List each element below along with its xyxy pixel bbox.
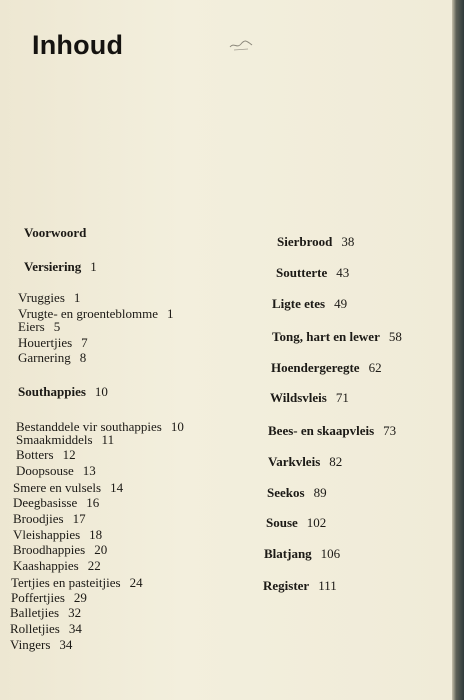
- toc-entry-page-number: 38: [341, 234, 355, 249]
- toc-entry: [11, 575, 143, 590]
- toc-entry-page-number: 1: [90, 259, 97, 274]
- toc-entry: [24, 259, 97, 274]
- toc-entry: [276, 265, 349, 280]
- toc-entry-page-number: 43: [336, 265, 350, 280]
- toc-entry: [270, 390, 349, 405]
- toc-entry-label: Soutterte: [276, 265, 328, 280]
- toc-entry-label: Broodhappies: [13, 542, 86, 557]
- toc-entry: [16, 432, 114, 447]
- toc-entry-page-number: 14: [110, 480, 124, 495]
- toc-entry-page-number: 49: [334, 296, 348, 311]
- toc-entry-page-number: 13: [82, 463, 96, 478]
- toc-entry-page-number: 12: [62, 447, 76, 462]
- toc-entry-label: Doopsouse: [16, 463, 74, 478]
- toc-entry: [264, 546, 340, 561]
- toc-entry-page-number: 24: [129, 575, 143, 590]
- toc-entry-page-number: 1: [167, 306, 174, 321]
- toc-entry-page-number: 1: [73, 290, 81, 305]
- toc-entry-page-number: 22: [87, 558, 101, 573]
- page-title: Inhoud: [32, 30, 124, 60]
- toc-entry-page-number: 10: [170, 419, 184, 434]
- toc-entry-label: Garnering: [18, 350, 71, 365]
- toc-entry-label: Broodjies: [13, 511, 64, 526]
- toc-entry: [277, 234, 354, 249]
- toc-entry-label: Voorwoord: [24, 225, 87, 240]
- toc-entry-label: Wildsvleis: [270, 390, 327, 405]
- toc-entry-page-number: 17: [72, 511, 86, 526]
- toc-entry: [11, 590, 87, 605]
- toc-entry-page-number: 11: [101, 432, 115, 447]
- toc-entry-page-number: 89: [313, 485, 327, 500]
- toc-entry-label: Poffertjies: [11, 590, 65, 605]
- toc-entry: [268, 423, 396, 438]
- toc-entry-label: Southappies: [18, 384, 86, 399]
- toc-entry-label: Bees- en skaapvleis: [268, 423, 375, 438]
- toc-entry-label: Seekos: [267, 485, 305, 500]
- toc-entry-page-number: 5: [53, 319, 61, 334]
- toc-entry-page-number: 62: [368, 360, 382, 375]
- toc-entry: [10, 637, 72, 652]
- toc-entry-label: Balletjies: [10, 605, 60, 620]
- toc-entry-page-number: 58: [388, 329, 402, 344]
- toc-entry: [18, 350, 86, 365]
- toc-entry: [18, 335, 88, 350]
- toc-entry-page-number: 106: [320, 546, 341, 561]
- toc-entry-label: Botters: [16, 447, 54, 462]
- toc-entry-label: Vruggies: [18, 290, 65, 305]
- toc-entry-label: Versiering: [24, 259, 82, 274]
- toc-entry-page-number: 111: [318, 578, 337, 593]
- toc-entry: [24, 225, 86, 240]
- toc-entry: [266, 515, 326, 530]
- toc-entry-page-number: 16: [86, 495, 100, 510]
- toc-entry-label: Bestanddele vir southappies: [16, 419, 162, 434]
- toc-entry-page-number: 34: [59, 637, 73, 652]
- toc-entry-label: Souse: [266, 515, 298, 530]
- toc-entry-label: Vrugte- en groenteblomme: [18, 306, 159, 321]
- toc-entry-page-number: 18: [89, 527, 103, 542]
- toc-entry: [272, 296, 347, 311]
- toc-entry: [13, 542, 107, 557]
- book-spine-edge: [452, 0, 464, 700]
- toc-entry: [16, 447, 76, 462]
- toc-entry: [13, 527, 102, 542]
- toc-entry-label: Varkvleis: [268, 454, 321, 469]
- toc-entry: [271, 360, 382, 375]
- toc-entry-page-number: 7: [81, 335, 88, 350]
- toc-entry-label: Eiers: [18, 319, 45, 334]
- toc-entry-label: Deegbasisse: [13, 495, 78, 510]
- toc-entry-label: Smere en vulsels: [13, 480, 102, 495]
- toc-entry: [13, 495, 99, 510]
- toc-entry-label: Tertjies en pasteitjies: [11, 575, 121, 590]
- toc-entry-label: Smaakmiddels: [16, 432, 93, 447]
- toc-entry: [13, 511, 86, 526]
- toc-entry-page-number: 82: [329, 454, 343, 469]
- toc-entry: [263, 578, 337, 593]
- toc-entry-page-number: 73: [383, 423, 397, 438]
- toc-entry-label: Register: [263, 578, 310, 593]
- toc-entry-label: Vingers: [10, 637, 51, 652]
- toc-entry: [272, 329, 402, 344]
- toc-entry-page-number: 10: [94, 384, 108, 399]
- toc-entry: [10, 621, 82, 636]
- toc-entry-page-number: 102: [306, 515, 327, 530]
- toc-entry: [13, 480, 123, 495]
- toc-entry-page-number: 29: [73, 590, 87, 605]
- toc-entry-page-number: 20: [94, 542, 108, 557]
- toc-entry: [268, 454, 342, 469]
- toc-entry-label: Hoendergeregte: [271, 360, 360, 375]
- toc-entry-page-number: 32: [68, 605, 82, 620]
- pencil-mark: [228, 38, 254, 52]
- toc-entry-label: Sierbrood: [277, 234, 333, 249]
- toc-entry-label: Blatjang: [264, 546, 312, 561]
- toc-entry-page-number: 34: [68, 621, 82, 636]
- toc-entry-page-number: 8: [79, 350, 87, 365]
- toc-entry-label: Houertjies: [18, 335, 73, 350]
- toc-entry: [18, 319, 60, 334]
- toc-entry-label: Vleishappies: [13, 527, 81, 542]
- toc-entry-label: Tong, hart en lewer: [272, 329, 380, 344]
- toc-entry-page-number: 71: [335, 390, 349, 405]
- toc-entry: [18, 290, 80, 305]
- toc-entry: [16, 463, 96, 478]
- toc-entry-label: Kaashappies: [13, 558, 79, 573]
- toc-entry: [10, 605, 81, 620]
- toc-entry-label: Rolletjies: [10, 621, 60, 636]
- toc-entry: [18, 384, 108, 399]
- toc-entry-label: Ligte etes: [272, 296, 326, 311]
- toc-entry: [267, 485, 327, 500]
- toc-entry: [13, 558, 101, 573]
